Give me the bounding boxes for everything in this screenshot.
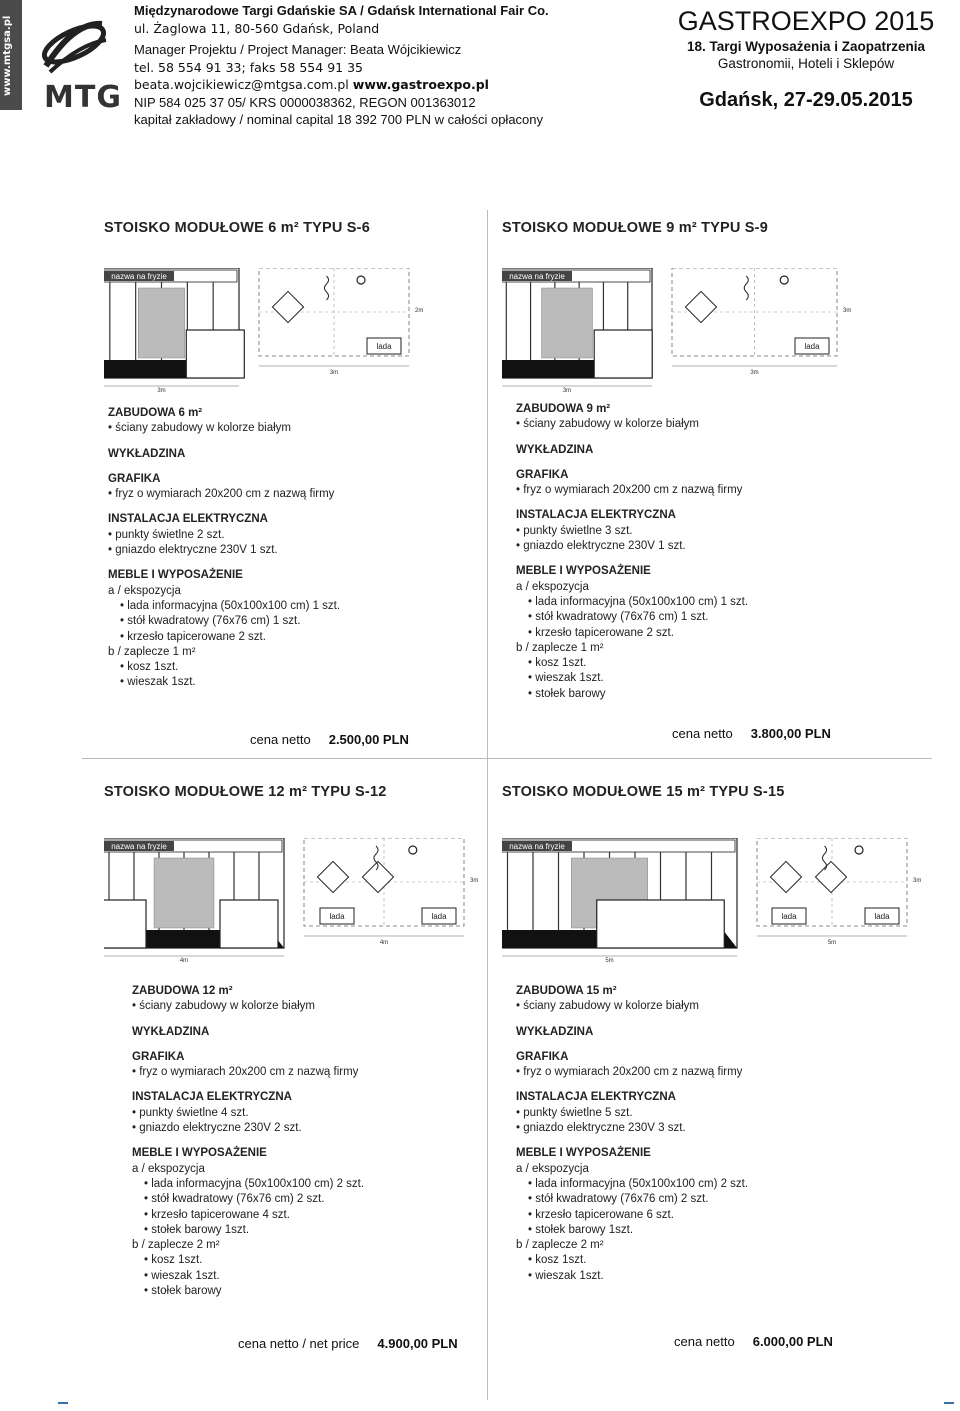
stand-drawing (502, 268, 922, 398)
expo-label: a / ekspozycja (516, 580, 589, 593)
graphics-item: • fryz o wymiarach 20x200 cm z nazwą firmy (516, 484, 743, 497)
graphics-item: • fryz o wymiarach 20x200 cm z nazwą firmy (132, 1066, 359, 1079)
backroom-item: • stołek barowy (528, 687, 606, 700)
plan-dimension-label: 3m (750, 370, 759, 376)
backroom-label: b / zaplecze 1 m² (516, 641, 604, 654)
dimension-label: 3m (157, 388, 166, 394)
event-subtitle-2: Gastronomii, Hoteli i Sklepów (717, 56, 895, 71)
electric-item: • punkty świetlne 3 szt. (516, 524, 633, 537)
graphics-item: • fryz o wymiarach 20x200 cm z nazwą firmy (108, 488, 335, 501)
stand-plan (757, 838, 921, 946)
graphics-heading: GRAFIKA (516, 468, 569, 481)
frieze-label: nazwa na fryzie (111, 272, 167, 281)
sidebar-url: www.mtgsa.pl (2, 15, 13, 97)
zabudowa-heading: ZABUDOWA 12 m² (132, 985, 233, 997)
company-header (134, 2, 584, 129)
graphics-heading: GRAFIKA (516, 1050, 569, 1063)
stand-elevation (502, 268, 652, 394)
project-manager: Manager Projektu / Project Manager: Beata Wójcikiewicz (134, 42, 462, 57)
walls-item: • ściany zabudowy w kolorze białym (516, 418, 699, 431)
furniture-heading: MEBLE I WYPOSAŻENIE (132, 1147, 267, 1160)
expo-item: • lada informacyjna (50x100x100 cm) 1 szt. (528, 595, 749, 608)
expo-item: • stół kwadratowy (76x76 cm) 1 szt. (120, 615, 301, 628)
stand-drawing (104, 268, 524, 398)
frieze-label: nazwa na fryzie (509, 842, 565, 851)
expo-item: • krzesło tapicerowane 2 szt. (120, 630, 266, 643)
event-title: GASTROEXPO 2015 (677, 6, 935, 36)
registry-info: NIP 584 025 37 05/ KRS 0000038362, REGON 001363012 (134, 94, 476, 110)
event-info (666, 4, 946, 112)
stand-elevation (502, 838, 737, 964)
stand-price (674, 1334, 833, 1349)
stand-title: STOISKO MODUŁOWE 12 m² TYPU S-12 (104, 784, 387, 800)
price-value: 2.500,00 PLN (328, 732, 409, 747)
sidebar-url-strip (0, 0, 22, 110)
stand-price (238, 1336, 458, 1351)
logo-swirl-icon (36, 14, 112, 80)
stand-title: STOISKO MODUŁOWE 6 m² TYPU S-6 (104, 220, 370, 236)
backroom-label: b / zaplecze 2 m² (132, 1239, 220, 1252)
backroom-item: • kosz 1szt. (120, 661, 179, 674)
stand-spec (516, 984, 748, 1284)
stand-price (672, 726, 831, 741)
zabudowa-heading: ZABUDOWA 9 m² (516, 403, 611, 415)
backroom-item: • kosz 1szt. (528, 657, 587, 670)
expo-item: • krzesło tapicerowane 6 szt. (528, 1208, 674, 1221)
expo-item: • lada informacyjna (50x100x100 cm) 1 szt. (120, 599, 341, 612)
plan-depth-label: 3m (843, 308, 852, 314)
page-mark-right (944, 1402, 954, 1404)
website-link[interactable]: www.gastroexpo.pl (352, 77, 489, 92)
electric-item: • gniazdo elektryczne 230V 1 szt. (108, 544, 278, 557)
company-name: Międzynarodowe Targi Gdańskie SA / Gdańsk International Fair Co. (134, 3, 549, 18)
stand-price (250, 732, 409, 747)
plan-dimension-label: 3m (329, 370, 339, 376)
backroom-item: • wieszak 1szt. (144, 1269, 220, 1282)
counter-label: lada (431, 912, 447, 921)
expo-item: • stół kwadratowy (76x76 cm) 2 szt. (528, 1193, 709, 1206)
backroom-item: • stołek barowy (144, 1285, 222, 1298)
furniture-heading: MEBLE I WYPOSAŻENIE (516, 565, 651, 578)
stand-plan (259, 268, 423, 376)
stand-plan (672, 268, 851, 376)
plan-depth-label: 3m (470, 878, 479, 884)
electric-heading: INSTALACJA ELEKTRYCZNA (132, 1091, 292, 1104)
stand-drawing (104, 838, 524, 968)
backroom-item: • kosz 1szt. (528, 1254, 587, 1267)
expo-item: • stołek barowy 1szt. (144, 1223, 250, 1236)
electric-item: • punkty świetlne 5 szt. (516, 1106, 633, 1119)
email-link[interactable]: beata.wojcikiewicz@mtgsa.com.pl (134, 77, 349, 92)
electric-heading: INSTALACJA ELEKTRYCZNA (516, 509, 676, 522)
capital-info: kapitał zakładowy / nominal capital 18 392 700 PLN w całości opłacony (134, 112, 544, 127)
flooring-heading: WYKŁADZINA (516, 443, 594, 456)
stand-plan (304, 838, 478, 946)
mtg-logo (36, 14, 122, 115)
price-label: cena netto (672, 726, 733, 741)
price-label: cena netto (250, 732, 311, 747)
backroom-label: b / zaplecze 1 m² (108, 645, 196, 658)
zabudowa-heading: ZABUDOWA 6 m² (108, 407, 203, 419)
counter-label: lada (329, 912, 345, 921)
graphics-item: • fryz o wymiarach 20x200 cm z nazwą firmy (516, 1066, 743, 1079)
electric-item: • punkty świetlne 4 szt. (132, 1106, 249, 1119)
backroom-item: • wieszak 1szt. (528, 1269, 604, 1282)
page-mark-left (58, 1402, 68, 1404)
plan-dimension-label: 5m (827, 940, 837, 946)
stand-elevation (104, 838, 284, 964)
stand-spec (108, 406, 340, 691)
expo-item: • stół kwadratowy (76x76 cm) 1 szt. (528, 611, 709, 624)
zabudowa-heading: ZABUDOWA 15 m² (516, 985, 617, 997)
phone-fax: tel. 58 554 91 33; faks 58 554 91 35 (134, 59, 363, 75)
walls-item: • ściany zabudowy w kolorze białym (516, 1000, 699, 1013)
price-value: 4.900,00 PLN (377, 1336, 458, 1351)
counter-label: lada (376, 342, 392, 351)
dimension-label: 4m (179, 958, 189, 964)
graphics-heading: GRAFIKA (108, 472, 161, 485)
walls-item: • ściany zabudowy w kolorze białym (108, 422, 291, 435)
event-subtitle-1: 18. Targi Wyposażenia i Zaopatrzenia (686, 39, 926, 54)
plan-depth-label: 2m (415, 308, 424, 314)
price-value: 6.000,00 PLN (752, 1334, 833, 1349)
expo-label: a / ekspozycja (108, 584, 181, 597)
expo-item: • stołek barowy 1szt. (528, 1223, 634, 1236)
electric-heading: INSTALACJA ELEKTRYCZNA (516, 1091, 676, 1104)
flooring-heading: WYKŁADZINA (108, 447, 186, 460)
stand-title: STOISKO MODUŁOWE 15 m² TYPU S-15 (502, 784, 785, 800)
electric-item: • gniazdo elektryczne 230V 3 szt. (516, 1122, 686, 1135)
graphics-heading: GRAFIKA (132, 1050, 185, 1063)
stand-drawing (502, 838, 922, 968)
expo-label: a / ekspozycja (516, 1162, 589, 1175)
expo-item: • stół kwadratowy (76x76 cm) 2 szt. (144, 1193, 325, 1206)
stand-title: STOISKO MODUŁOWE 9 m² TYPU S-9 (502, 220, 768, 236)
stand-spec (516, 402, 748, 702)
price-value: 3.800,00 PLN (750, 726, 831, 741)
furniture-heading: MEBLE I WYPOSAŻENIE (516, 1147, 651, 1160)
plan-dimension-label: 4m (379, 940, 389, 946)
expo-item: • lada informacyjna (50x100x100 cm) 2 szt. (528, 1177, 749, 1190)
frieze-label: nazwa na fryzie (111, 842, 167, 851)
backroom-item: • wieszak 1szt. (120, 676, 196, 689)
company-address: ul. Żaglowa 11, 80-560 Gdańsk, Poland (134, 20, 380, 36)
walls-item: • ściany zabudowy w kolorze białym (132, 1000, 315, 1013)
backroom-item: • kosz 1szt. (144, 1254, 203, 1267)
expo-item: • krzesło tapicerowane 4 szt. (144, 1208, 290, 1221)
furniture-heading: MEBLE I WYPOSAŻENIE (108, 569, 243, 582)
backroom-item: • wieszak 1szt. (528, 672, 604, 685)
electric-item: • gniazdo elektryczne 230V 1 szt. (516, 540, 686, 553)
counter-label: lada (874, 912, 890, 921)
counter-label: lada (804, 342, 820, 351)
backroom-label: b / zaplecze 2 m² (516, 1239, 604, 1252)
dimension-label: 3m (562, 388, 572, 394)
flooring-heading: WYKŁADZINA (516, 1025, 594, 1038)
flooring-heading: WYKŁADZINA (132, 1025, 210, 1038)
electric-item: • gniazdo elektryczne 230V 2 szt. (132, 1122, 302, 1135)
frieze-label: nazwa na fryzie (509, 272, 565, 281)
electric-heading: INSTALACJA ELEKTRYCZNA (108, 513, 268, 526)
logo-text: MTG (44, 80, 122, 115)
stand-elevation (104, 268, 244, 394)
event-dates: Gdańsk, 27-29.05.2015 (699, 89, 913, 111)
counter-label: lada (781, 912, 797, 921)
electric-item: • punkty świetlne 2 szt. (108, 528, 225, 541)
plan-depth-label: 3m (913, 878, 922, 884)
expo-label: a / ekspozycja (132, 1162, 205, 1175)
expo-item: • lada informacyjna (50x100x100 cm) 2 szt. (144, 1177, 365, 1190)
stand-spec (132, 984, 364, 1299)
price-label: cena netto (674, 1334, 735, 1349)
expo-item: • krzesło tapicerowane 2 szt. (528, 626, 674, 639)
dimension-label: 5m (605, 958, 614, 964)
row-divider (82, 758, 932, 759)
price-label: cena netto / net price (238, 1336, 360, 1351)
